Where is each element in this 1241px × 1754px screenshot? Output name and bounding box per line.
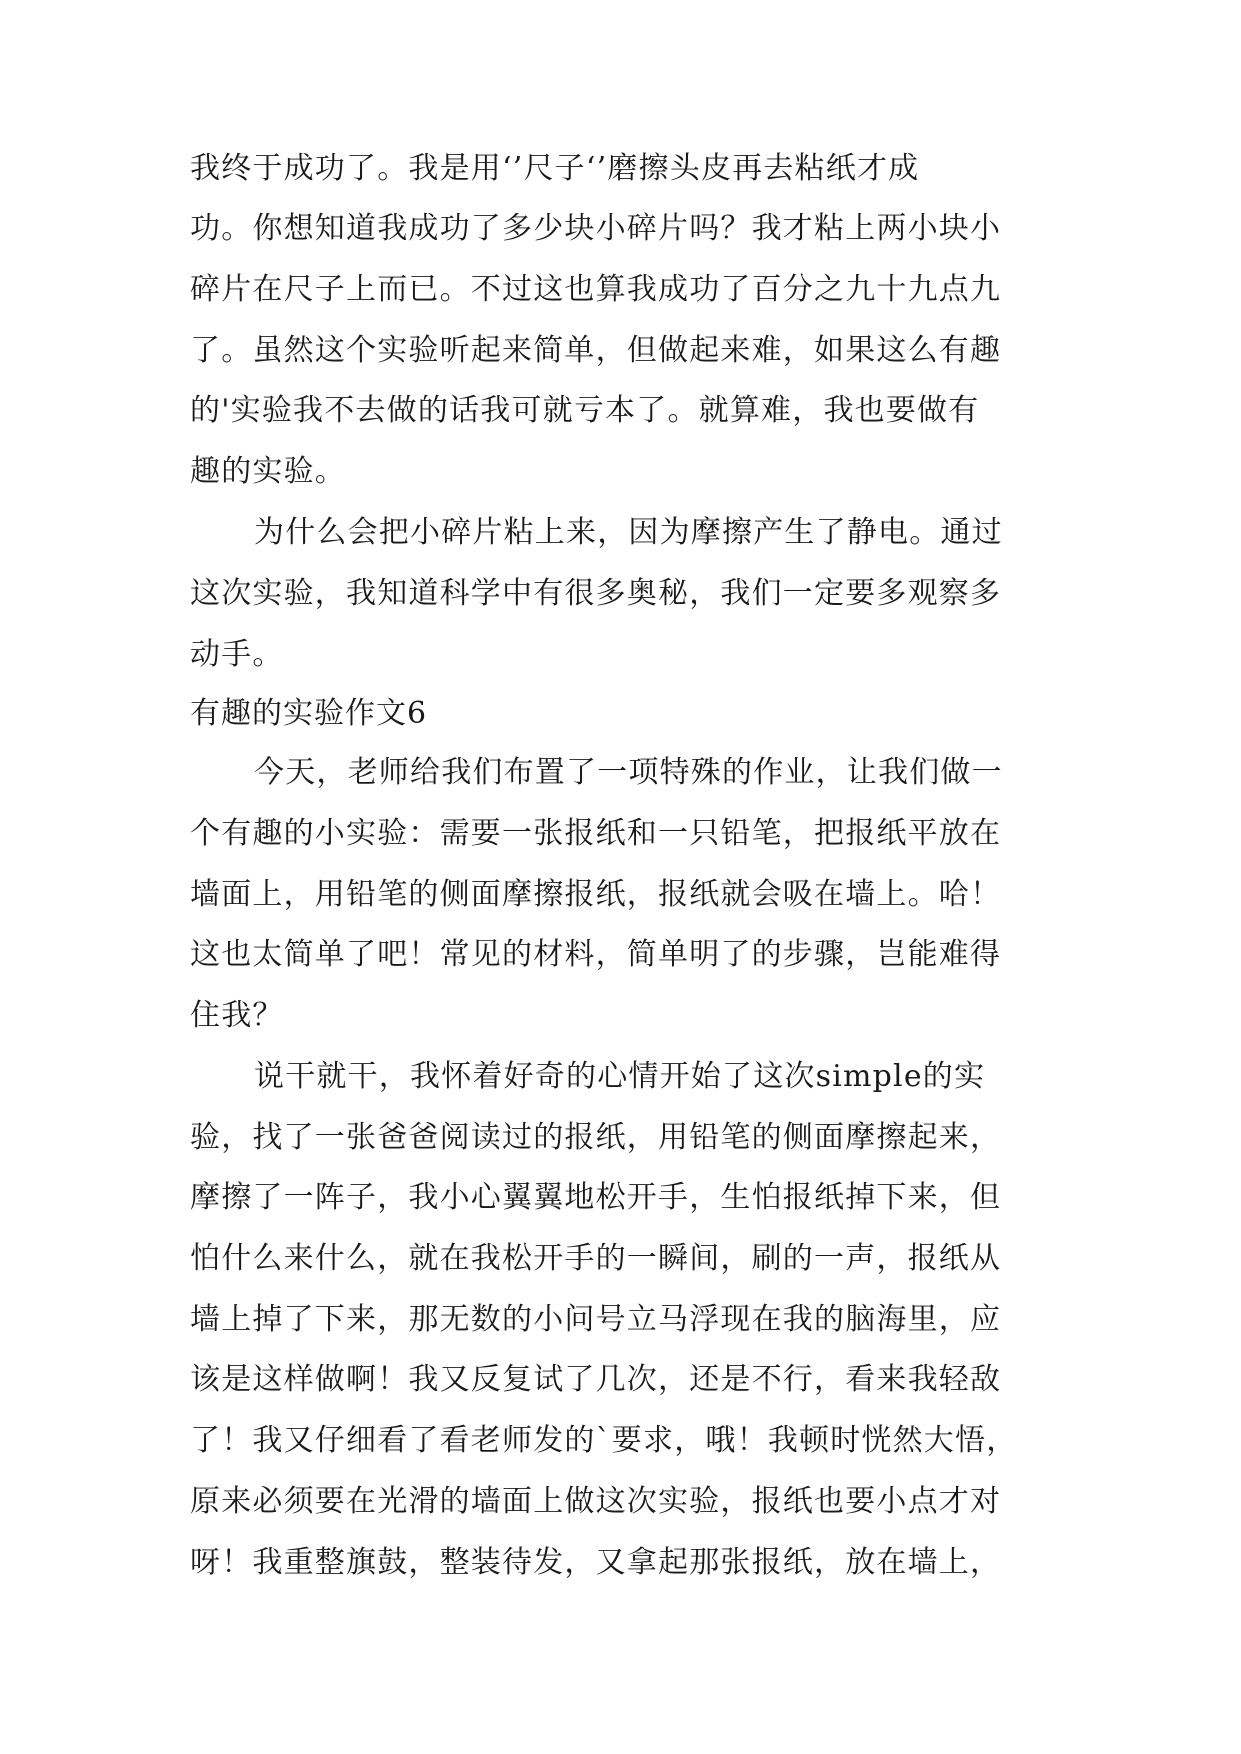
paragraph-first-line: 说干就干，我怀着好奇的心情开始了这次simple的实 bbox=[254, 1059, 986, 1094]
text-line: 碎片在尺子上而已。不过这也算我成功了百分之九十九点九 bbox=[190, 272, 1002, 307]
text-line: 呀！我重整旗鼓，整装待发，又拿起那张报纸，放在墙上， bbox=[190, 1545, 1002, 1580]
text-line: 功。你想知道我成功了多少块小碎片吗？我才粘上两小块小 bbox=[190, 211, 1002, 246]
text-line: 摩擦了一阵子，我小心翼翼地松开手，生怕报纸掉下来，但 bbox=[190, 1180, 1002, 1215]
text-line: 验，找了一张爸爸阅读过的报纸，用铅笔的侧面摩擦起来， bbox=[190, 1120, 1002, 1155]
text-line: 墙面上，用铅笔的侧面摩擦报纸，报纸就会吸在墙上。哈！ bbox=[190, 877, 1002, 912]
text-line: 了。虽然这个实验听起来简单，但做起来难，如果这么有趣 bbox=[190, 333, 1002, 368]
text-line: 我终于成功了。我是用‘’尺子‘’磨擦头皮再去粘纸才成 bbox=[190, 151, 920, 186]
text-line: 这也太简单了吧！常见的材料，简单明了的步骤，岂能难得 bbox=[190, 937, 1002, 972]
text-line: 墙上掉了下来，那无数的小问号立马浮现在我的脑海里，应 bbox=[190, 1302, 1002, 1337]
text-line: 这次实验，我知道科学中有很多奥秘，我们一定要多观察多 bbox=[190, 576, 1002, 611]
paragraph-first-line: 为什么会把小碎片粘上来，因为摩擦产生了静电。通过 bbox=[254, 515, 1003, 550]
text-line: 趣的实验。 bbox=[190, 454, 346, 489]
paragraph-first-line: 今天，老师给我们布置了一项特殊的作业，让我们做一 bbox=[254, 755, 1003, 790]
section-heading: 有趣的实验作文6 bbox=[190, 696, 428, 731]
text-line: 住我？ bbox=[190, 998, 284, 1033]
text-line: 了！我又仔细看了看老师发的`要求，哦！我顿时恍然大悟， bbox=[190, 1423, 1018, 1458]
text-line: 该是这样做啊！我又反复试了几次，还是不行，看来我轻敌 bbox=[190, 1362, 1002, 1397]
text-line: 怕什么来什么，就在我松开手的一瞬间，刷的一声，报纸从 bbox=[190, 1241, 1002, 1276]
text-line: 原来必须要在光滑的墙面上做这次实验，报纸也要小点才对 bbox=[190, 1484, 1002, 1519]
text-line: 个有趣的小实验：需要一张报纸和一只铅笔，把报纸平放在 bbox=[190, 816, 1002, 851]
text-line: 的'实验我不去做的话我可就亏本了。就算难，我也要做有 bbox=[190, 393, 980, 428]
text-line: 动手。 bbox=[190, 637, 284, 672]
